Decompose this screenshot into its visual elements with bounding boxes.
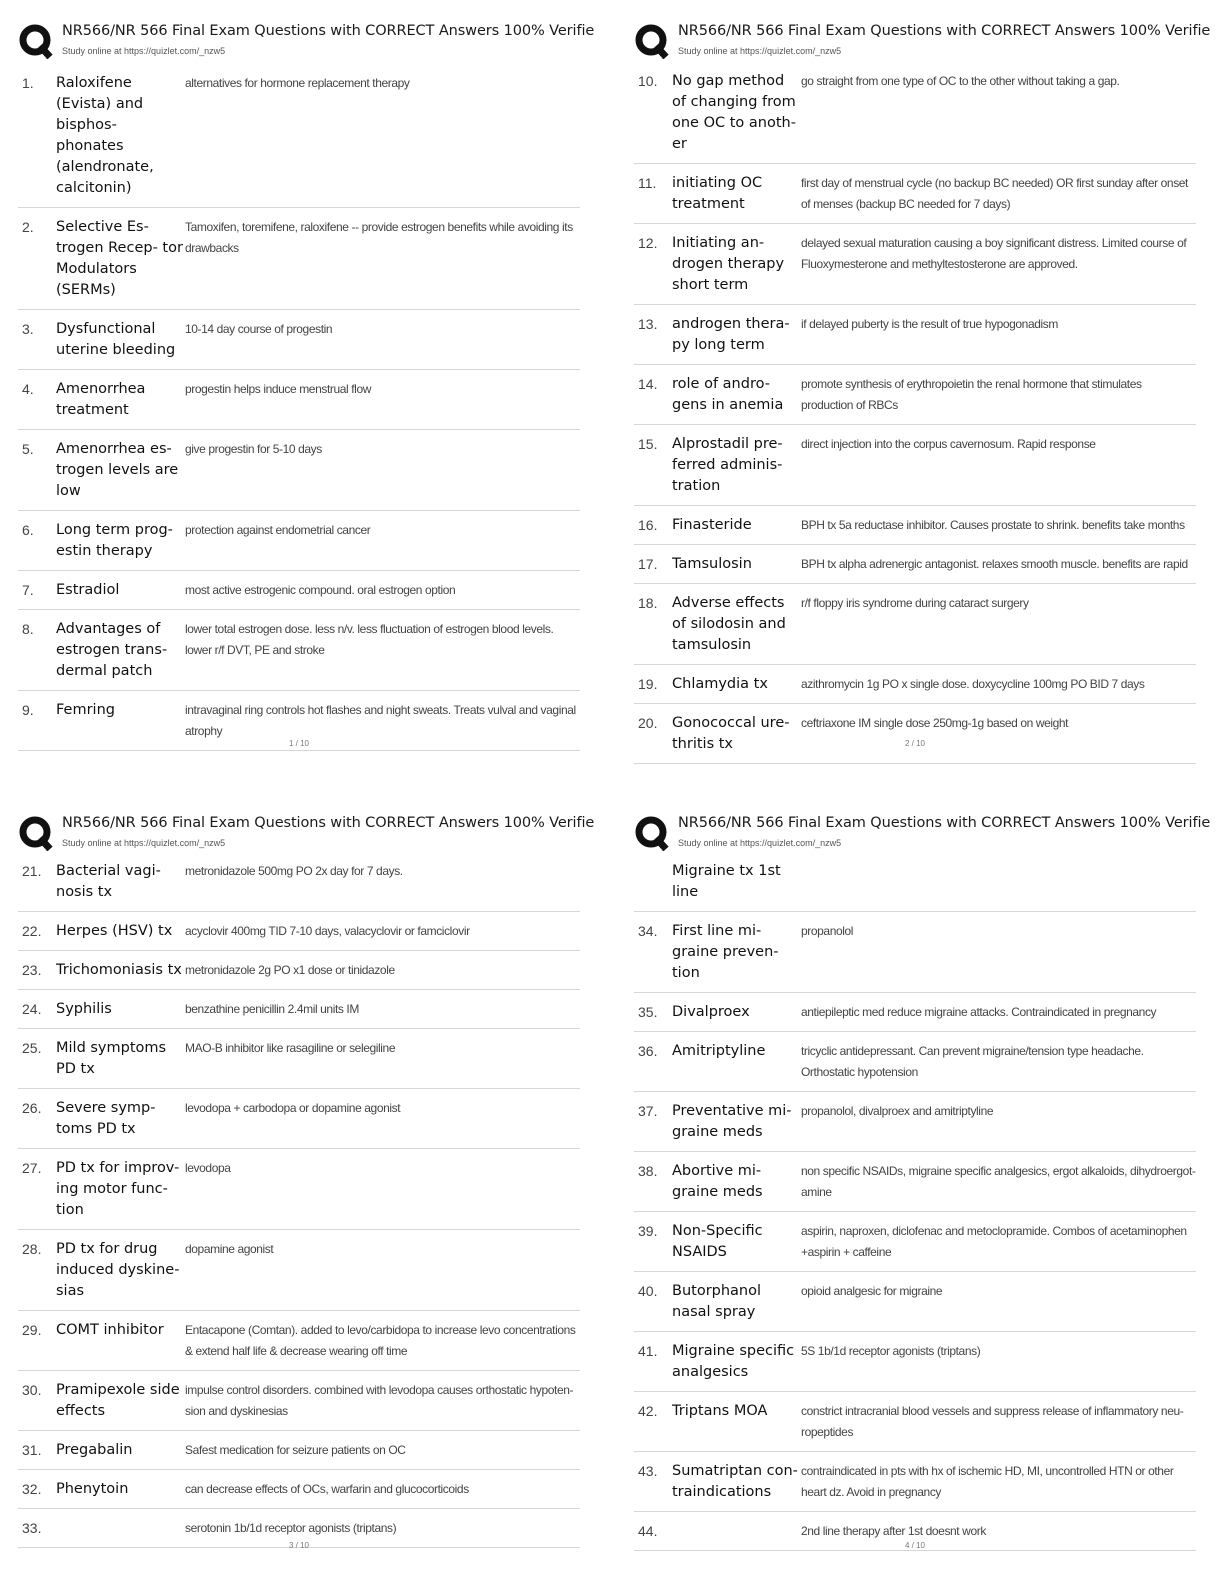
card-definition: first day of menstrual cycle (no backup BC needed) OR first sunday after onset of menses (backup BC needed for 7 days) — [801, 176, 1188, 211]
card-number: 16. — [638, 517, 658, 533]
flashcard-row — [18, 1149, 580, 1230]
card-term: Alprostadil pre- ferred adminis- tration — [672, 436, 783, 494]
card-term: Phenytoin — [56, 1481, 129, 1497]
card-number: 30. — [22, 1382, 42, 1398]
card-term: androgen thera- py long term — [672, 316, 790, 353]
card-number: 15. — [638, 436, 658, 452]
card-definition: levodopa — [185, 1161, 231, 1175]
page-header — [18, 18, 596, 64]
card-term: Amenorrhea treatment — [56, 381, 146, 418]
flashcard-row — [18, 1470, 580, 1509]
card-definition — [801, 861, 1196, 903]
card-term: Raloxifene (Evista) and bisphos- phonates (alendronate, calcitonin) — [56, 75, 154, 196]
flashcard-row — [18, 430, 580, 511]
document-subtitle: Study online at https://quizlet.com/_nzw5 — [678, 46, 842, 56]
card-term: Amenorrhea es- trogen levels are low — [56, 441, 179, 499]
card-term: Pramipexole side effects — [56, 1382, 180, 1419]
card-number: 11. — [638, 175, 657, 191]
card-number — [634, 861, 672, 903]
card-term — [56, 1518, 185, 1539]
flashcard-row — [18, 1311, 580, 1371]
document-subtitle: Study online at https://quizlet.com/_nzw5 — [678, 838, 842, 848]
card-definition: metronidazole 2g PO x1 dose or tinidazole — [185, 963, 395, 977]
card-definition: intravaginal ring controls hot flashes and night sweats. Treats vulval and vaginal atrophy — [185, 703, 576, 738]
card-definition: progestin helps induce menstrual flow — [185, 382, 371, 396]
card-definition: most active estrogenic compound. oral estrogen option — [185, 583, 456, 597]
page-3 — [18, 810, 596, 1570]
card-number: 39. — [638, 1223, 658, 1239]
card-definition: contraindicated in pts with hx of ischemic HD, MI, uncontrolled HTN or other heart dz. Avoid in pregnancy — [801, 1464, 1174, 1499]
page-number: 1 / 10 — [288, 739, 309, 748]
quizlet-logo-icon — [18, 815, 54, 851]
card-term: Severe symp- toms PD tx — [56, 1100, 156, 1137]
card-definition: r/f floppy iris syndrome during cataract surgery — [801, 596, 1029, 610]
card-definition: acyclovir 400mg TID 7-10 days, valacyclovir or famciclovir — [185, 924, 470, 938]
card-number: 23. — [22, 962, 42, 978]
card-number: 32. — [22, 1481, 42, 1497]
flashcard-row — [18, 1089, 580, 1149]
card-definition: tricyclic antidepressant. Can prevent migraine/tension type headache. Orthostatic hypotension — [801, 1044, 1144, 1079]
flashcard-list — [634, 852, 1196, 1551]
card-term: First line mi- graine preven- tion — [672, 923, 779, 981]
card-definition: 2nd line therapy after 1st doesnt work — [801, 1524, 986, 1538]
card-number: 17. — [638, 556, 658, 572]
flashcard-row — [18, 208, 580, 310]
card-term — [672, 1521, 801, 1542]
flashcard-row — [634, 1392, 1196, 1452]
card-definition: delayed sexual maturation causing a boy significant distress. Limited course of Fluoxymesterone and methyltestosterone are approved. — [801, 236, 1187, 271]
flashcard-row — [634, 1212, 1196, 1272]
card-term: PD tx for improv- ing motor func- tion — [56, 1160, 180, 1218]
flashcard-row — [634, 164, 1196, 224]
card-term: Butorphanol nasal spray — [672, 1283, 762, 1320]
document-title: NR566/NR 566 Final Exam Questions with CORRECT Answers 100% Verifie — [678, 23, 1211, 39]
card-number: 2. — [22, 219, 34, 235]
card-number: 19. — [638, 676, 658, 692]
card-number: 22. — [22, 923, 42, 939]
flashcard-row — [634, 852, 1196, 912]
card-term: Tamsulosin — [672, 556, 752, 572]
card-definition: BPH tx 5a reductase inhibitor. Causes prostate to shrink. benefits take months — [801, 518, 1185, 532]
flashcard-row — [634, 912, 1196, 993]
card-number: 44. — [638, 1523, 658, 1539]
flashcard-row — [634, 665, 1196, 704]
card-number: 37. — [638, 1103, 658, 1119]
card-number: 33. — [22, 1520, 42, 1536]
card-definition: Entacapone (Comtan). added to levo/carbidopa to increase levo concentrations & extend half life & decrease wearing off time — [185, 1323, 576, 1358]
flashcard-row — [18, 852, 580, 912]
card-definition: benzathine penicillin 2.4mil units IM — [185, 1002, 359, 1016]
card-definition: promote synthesis of erythropoietin the renal hormone that stimulates production of RBCs — [801, 377, 1142, 412]
card-term: Dysfunctional uterine bleeding — [56, 321, 176, 358]
card-number: 42. — [638, 1403, 658, 1419]
card-term: Gonococcal ure- thritis tx — [672, 715, 790, 752]
document-title: NR566/NR 566 Final Exam Questions with CORRECT Answers 100% Verifie — [62, 815, 595, 831]
quizlet-logo-icon — [634, 815, 670, 851]
card-term: Migraine specific analgesics — [672, 1343, 795, 1380]
card-number: 1. — [22, 75, 34, 91]
card-definition: propanolol, divalproex and amitriptyline — [801, 1104, 994, 1118]
card-number: 9. — [22, 702, 34, 718]
card-term: Mild symptoms PD tx — [56, 1040, 167, 1077]
flashcard-row — [18, 1230, 580, 1311]
flashcard-row — [634, 305, 1196, 365]
card-term: Non-Specific NSAIDS — [672, 1223, 763, 1260]
card-definition: direct injection into the corpus cavernosum. Rapid response — [801, 437, 1096, 451]
flashcard-row — [634, 365, 1196, 425]
card-definition: give progestin for 5-10 days — [185, 442, 322, 456]
document-title: NR566/NR 566 Final Exam Questions with CORRECT Answers 100% Verifie — [678, 815, 1211, 831]
card-number: 35. — [638, 1004, 658, 1020]
card-number: 8. — [22, 621, 34, 637]
card-definition: 10-14 day course of progestin — [185, 322, 333, 336]
card-definition: alternatives for hormone replacement therapy — [185, 76, 410, 90]
flashcard-row — [634, 1152, 1196, 1212]
card-definition: levodopa + carbodopa or dopamine agonist — [185, 1101, 401, 1115]
flashcard-row — [634, 62, 1196, 164]
card-term: Bacterial vagi- nosis tx — [56, 863, 161, 900]
card-term: Finasteride — [672, 517, 752, 533]
flashcard-row — [634, 506, 1196, 545]
flashcard-row — [18, 370, 580, 430]
card-term: Initiating an- drogen therapy short term — [672, 235, 785, 293]
card-number: 6. — [22, 522, 34, 538]
card-definition: protection against endometrial cancer — [185, 523, 371, 537]
card-term: initiating OC treatment — [672, 175, 763, 212]
quizlet-logo-icon — [18, 23, 54, 59]
page-header — [634, 18, 1212, 64]
flashcard-row — [634, 425, 1196, 506]
card-number: 26. — [22, 1100, 42, 1116]
card-number: 34. — [638, 923, 658, 939]
flashcard-row — [634, 584, 1196, 665]
card-term: Chlamydia tx — [672, 676, 768, 692]
document-subtitle: Study online at https://quizlet.com/_nzw5 — [62, 838, 226, 848]
flashcard-row — [18, 64, 580, 208]
card-number: 25. — [22, 1040, 42, 1056]
flashcard-row — [634, 1452, 1196, 1512]
card-term: COMT inhibitor — [56, 1322, 164, 1338]
card-definition: go straight from one type of OC to the other without taking a gap. — [801, 74, 1120, 88]
card-number: 14. — [638, 376, 658, 392]
flashcard-row — [18, 1371, 580, 1431]
flashcard-row — [634, 224, 1196, 305]
card-number: 13. — [638, 316, 658, 332]
card-term: Herpes (HSV) tx — [56, 923, 173, 939]
card-number: 5. — [22, 441, 34, 457]
card-term: Pregabalin — [56, 1442, 133, 1458]
card-term: Femring — [56, 702, 115, 718]
flashcard-row — [634, 704, 1196, 764]
flashcard-row — [18, 990, 580, 1029]
card-number: 40. — [638, 1283, 658, 1299]
page-header — [634, 810, 1212, 856]
card-term: Adverse effects of silodosin and tamsulosin — [672, 595, 786, 653]
flashcard-row — [634, 1092, 1196, 1152]
card-definition: constrict intracranial blood vessels and suppress release of inflammatory neu- ropeptides — [801, 1404, 1184, 1439]
card-term: Advantages of estrogen trans- dermal patch — [56, 621, 168, 679]
page-1 — [18, 18, 596, 778]
flashcard-row — [18, 610, 580, 691]
card-definition: BPH tx alpha adrenergic antagonist. relaxes smooth muscle. benefits are rapid — [801, 557, 1188, 571]
card-term: Long term prog- estin therapy — [56, 522, 173, 559]
flashcard-row — [18, 310, 580, 370]
flashcard-row — [18, 571, 580, 610]
flashcard-row — [634, 1272, 1196, 1332]
card-definition: can decrease effects of OCs, warfarin and glucocorticoids — [185, 1482, 469, 1496]
card-term: Trichomoniasis tx — [56, 962, 182, 978]
flashcard-row — [634, 545, 1196, 584]
flashcard-row — [18, 1431, 580, 1470]
page-number: 2 / 10 — [904, 739, 925, 748]
card-number: 27. — [22, 1160, 42, 1176]
card-term: role of andro- gens in anemia — [672, 376, 784, 413]
card-term: Triptans MOA — [672, 1403, 768, 1419]
card-term: Amitriptyline — [672, 1043, 766, 1059]
card-number: 4. — [22, 381, 34, 397]
card-number: 41. — [638, 1343, 658, 1359]
flashcard-row — [634, 1032, 1196, 1092]
card-definition: Safest medication for seizure patients on OC — [185, 1443, 406, 1457]
card-term: Selective Es- trogen Recep- tor Modulators (SERMs) — [56, 219, 183, 298]
flashcard-list — [18, 852, 580, 1548]
card-definition: antiepileptic med reduce migraine attacks. Contraindicated in pregnancy — [801, 1005, 1157, 1019]
card-definition: propanolol — [801, 924, 854, 938]
flashcard-list — [18, 64, 580, 751]
card-term: Sumatriptan con- traindications — [672, 1463, 798, 1500]
card-definition: 5S 1b/1d receptor agonists (triptans) — [801, 1344, 981, 1358]
card-number: 36. — [638, 1043, 658, 1059]
card-definition: ceftriaxone IM single dose 250mg-1g based on weight — [801, 716, 1069, 730]
card-number: 24. — [22, 1001, 42, 1017]
page-number: 4 / 10 — [904, 1541, 925, 1550]
flashcard-row — [18, 511, 580, 571]
card-term: Syphilis — [56, 1001, 112, 1017]
card-number: 38. — [638, 1163, 658, 1179]
card-definition: MAO-B inhibitor like rasagiline or selegiline — [185, 1041, 396, 1055]
card-term: PD tx for drug induced dyskine- sias — [56, 1241, 180, 1299]
card-number: 3. — [22, 321, 34, 337]
page-4 — [634, 810, 1212, 1570]
card-definition: non specific NSAIDs, migraine specific analgesics, ergot alkaloids, dihydroergot- amine — [801, 1164, 1196, 1199]
flashcard-row — [18, 912, 580, 951]
flashcard-row — [18, 1029, 580, 1089]
card-definition: metronidazole 500mg PO 2x day for 7 days. — [185, 864, 403, 878]
card-definition: dopamine agonist — [185, 1242, 274, 1256]
card-number: 12. — [638, 235, 658, 251]
flashcard-row — [634, 993, 1196, 1032]
document-title: NR566/NR 566 Final Exam Questions with CORRECT Answers 100% Verifie — [62, 23, 595, 39]
card-number: 29. — [22, 1322, 42, 1338]
card-term: Preventative mi- graine meds — [672, 1103, 792, 1140]
card-number: 10. — [638, 73, 658, 89]
card-term: No gap method of changing from one OC to anoth- er — [672, 73, 796, 152]
card-definition: lower total estrogen dose. less n/v. less fluctuation of estrogen blood levels. lower r/f DVT, PE and stroke — [185, 622, 554, 657]
card-definition: if delayed puberty is the result of true hypogonadism — [801, 317, 1058, 331]
card-definition: impulse control disorders. combined with levodopa causes orthostatic hypoten- sion and dyskinesias — [185, 1383, 574, 1418]
flashcard-list — [634, 62, 1196, 764]
document-subtitle: Study online at https://quizlet.com/_nzw5 — [62, 46, 226, 56]
card-number: 31. — [22, 1442, 42, 1458]
page-header — [18, 810, 596, 856]
card-number: 43. — [638, 1463, 658, 1479]
flashcard-row — [634, 1332, 1196, 1392]
card-definition: serotonin 1b/1d receptor agonists (triptans) — [185, 1521, 397, 1535]
card-number: 7. — [22, 582, 34, 598]
card-definition: Tamoxifen, toremifene, raloxifene -- provide estrogen benefits while avoiding its drawbacks — [185, 220, 573, 255]
flashcard-row — [18, 951, 580, 990]
card-definition: opioid analgesic for migraine — [801, 1284, 943, 1298]
card-term: Estradiol — [56, 582, 120, 598]
card-term: Divalproex — [672, 1004, 750, 1020]
card-number: 18. — [638, 595, 658, 611]
card-number: 21. — [22, 863, 42, 879]
card-number: 20. — [638, 715, 658, 731]
quizlet-logo-icon — [634, 23, 670, 59]
page-number: 3 / 10 — [288, 1541, 309, 1550]
card-definition: azithromycin 1g PO x single dose. doxycycline 100mg PO BID 7 days — [801, 677, 1145, 691]
card-term: Abortive mi- graine meds — [672, 1163, 763, 1200]
card-number: 28. — [22, 1241, 42, 1257]
card-definition: aspirin, naproxen, diclofenac and metoclopramide. Combos of acetaminophen +aspirin + caffeine — [801, 1224, 1187, 1259]
page-2 — [634, 18, 1212, 778]
card-term: Migraine tx 1st line — [672, 863, 781, 900]
